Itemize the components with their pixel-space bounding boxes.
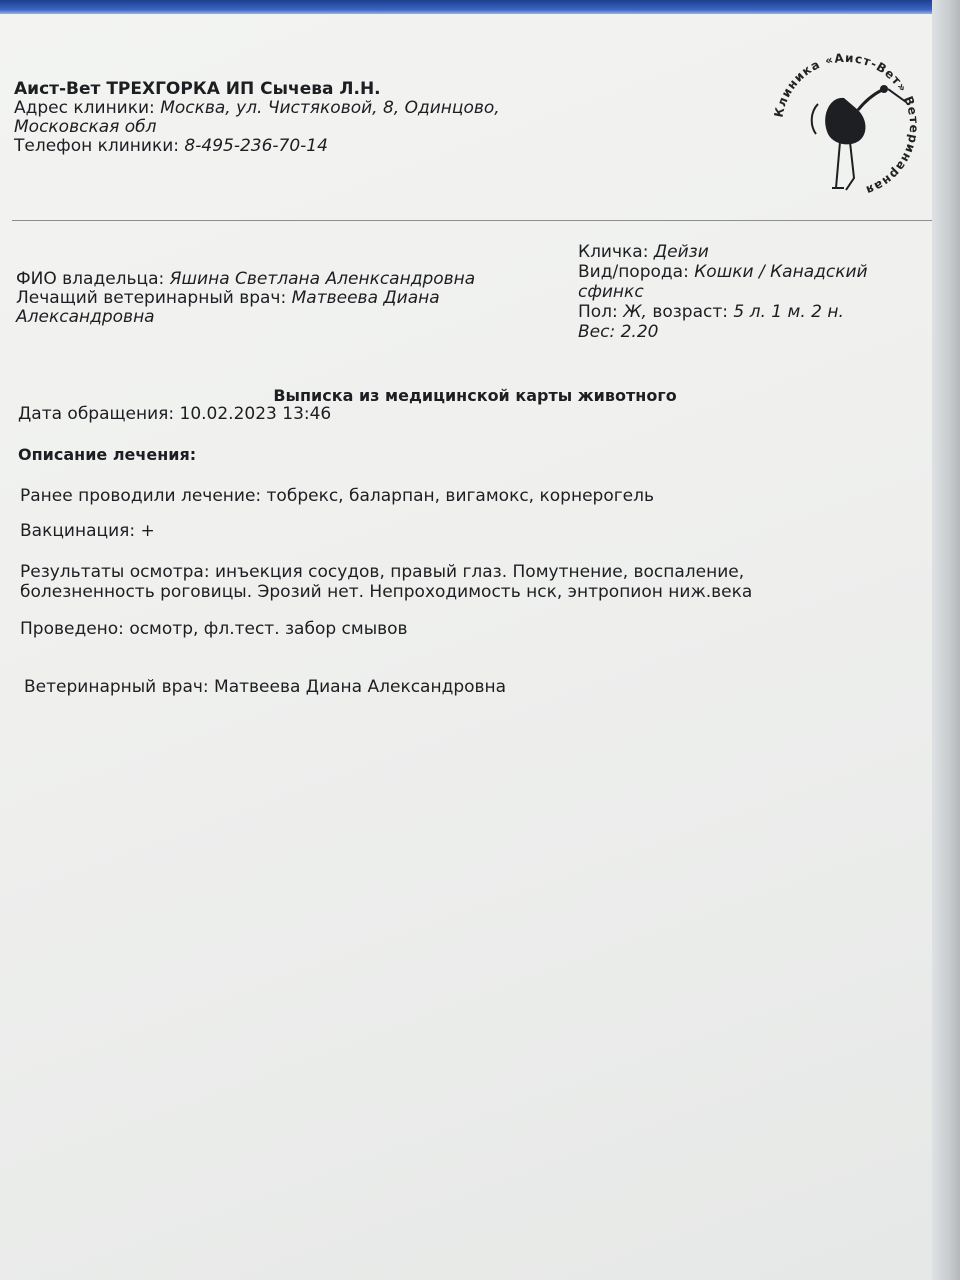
pet-name-label: Кличка: [578,242,649,262]
pet-weight-label: Вес: [578,322,616,342]
clinic-phone-value: 8-495-236-70-14 [184,136,328,156]
header-divider [12,220,932,221]
monitor-bezel-top [0,0,960,14]
clinic-phone-label: Телефон клиники: [14,136,180,156]
vet-value: Матвеева Диана Александровна [16,288,440,327]
pet-weight-value: 2.20 [620,322,659,342]
pet-name-value: Дейзи [653,242,709,262]
pet-sex-value: Ж, [623,302,647,322]
clinic-name: Аист-Вет ТРЕХГОРКА ИП Сычева Л.Н. [14,79,381,99]
visit-date: Дата обращения: 10.02.2023 13:46 [18,404,332,424]
clinic-address-label: Адрес клиники: [14,98,155,118]
treatment-heading: Описание лечения: [18,445,197,464]
clinic-logo [758,38,934,214]
performed-procedures: Проведено: осмотр, фл.тест. забор смывов [20,619,408,639]
owner-info [16,270,556,327]
clinic-address-value: Москва, ул. Чистяковой, 8, Одинцово, Московская обл [14,98,500,137]
pet-age-value: 5 л. 1 м. 2 н. [733,302,844,322]
vaccination: Вакцинация: + [20,521,155,541]
owner-label: ФИО владельца: [16,269,165,289]
pet-sex-label: Пол: [578,302,618,322]
pet-info [578,242,908,342]
pet-age-label: возраст: [652,302,728,322]
owner-value: Яшина Светлана Аленксандровна [169,269,476,289]
monitor-bezel-right [932,0,960,1280]
exam-results: Результаты осмотра: инъекция сосудов, правый глаз. Помутнение, воспаление, болезненность роговицы. Эрозий нет. Непроходимость нск, энтропион ниж.века [20,562,753,602]
pet-breed-label: Вид/порода: [578,262,689,282]
vet-label: Лечащий ветеринарный врач: [16,288,287,308]
vet-signature: Ветеринарный врач: Матвеева Диана Александровна [24,677,507,697]
previous-treatment: Ранее проводили лечение: тобрекс, баларпан, вигамокс, корнерогель [20,486,654,506]
clinic-phone [14,137,574,156]
clinic-header [14,80,574,156]
logo-ring-text: Клиника «Аист-Вет» Ветеринарная [771,50,922,198]
pet-breed-value: Кошки / Канадский сфинкс [578,262,868,302]
document-title: Выписка из медицинской карты животного [273,386,677,405]
clinic-address [14,99,574,137]
